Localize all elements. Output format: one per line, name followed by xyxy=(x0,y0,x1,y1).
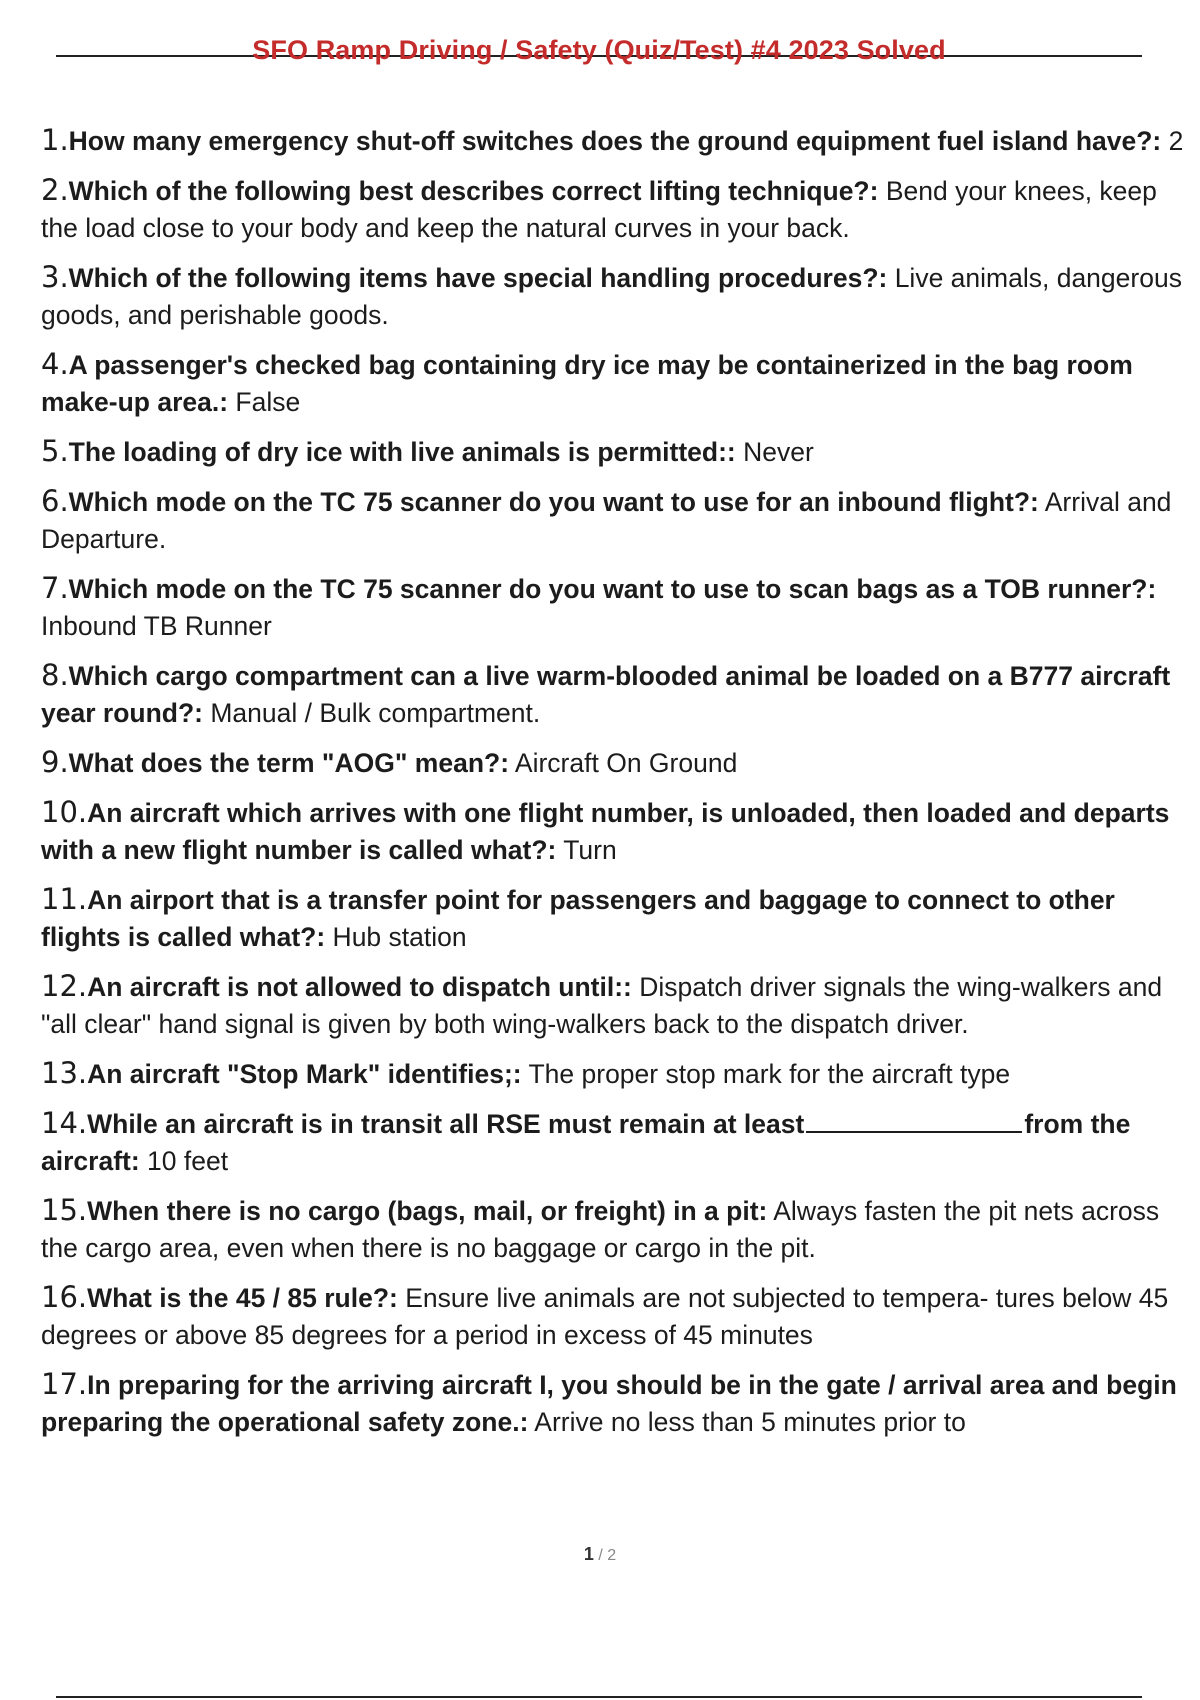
answer-text: Hub station xyxy=(325,922,467,952)
question-text-after-blank: from the aircraft: xyxy=(41,1109,1131,1176)
answer-text: Arrive no less than 5 minutes prior to xyxy=(528,1407,966,1437)
answer-text: Manual / Bulk compartment. xyxy=(202,698,541,728)
current-page-number: 1 xyxy=(583,1544,594,1564)
question-number: 3. xyxy=(41,260,69,294)
question-text: Which mode on the TC 75 scanner do you want to use to scan bags as a TOB runner?: xyxy=(68,574,1157,604)
question-text: The loading of dry ice with live animals is permitted:: xyxy=(68,437,736,467)
question-item xyxy=(41,744,1191,782)
question-item xyxy=(41,1055,1191,1093)
question-text: Which cargo compartment can a live warm-blooded animal be loaded on a B777 aircraft year round?: xyxy=(41,661,1171,728)
question-number: 16. xyxy=(41,1280,88,1314)
question-number: 9. xyxy=(41,745,69,779)
question-number: 2. xyxy=(41,173,69,207)
question-item xyxy=(41,433,1191,471)
answer-text: Turn xyxy=(556,835,617,865)
question-text: What is the 45 / 85 rule?: xyxy=(87,1283,398,1313)
question-item xyxy=(41,259,1191,334)
document-title-text: SFO Ramp Driving / Safety (Quiz/Test) #4 2023 Solved xyxy=(252,35,946,65)
question-number: 10. xyxy=(41,795,88,829)
question-item xyxy=(41,1105,1191,1180)
question-item xyxy=(41,1192,1191,1267)
question-number: 1. xyxy=(41,123,69,157)
question-text: Which mode on the TC 75 scanner do you want to use for an inbound flight?: xyxy=(68,487,1039,517)
page-indicator xyxy=(0,1544,1200,1565)
question-text: In preparing for the arriving aircraft I, you should be in the gate / arrival area and begin preparing the operational safety zone.: xyxy=(41,1370,1177,1437)
question-item xyxy=(41,172,1191,247)
question-number: 4. xyxy=(41,347,69,381)
document-title xyxy=(56,30,1142,70)
question-text: How many emergency shut-off switches does the ground equipment fuel island have?: xyxy=(68,126,1162,156)
answer-text: Inbound TB Runner xyxy=(41,611,272,641)
answer-text: False xyxy=(228,387,301,417)
question-text: Which of the following best describes correct lifting technique?: xyxy=(68,176,879,206)
question-text: An aircraft is not allowed to dispatch until:: xyxy=(87,972,632,1002)
question-number: 7. xyxy=(41,571,69,605)
question-text: An aircraft which arrives with one flight number, is unloaded, then loaded and departs with a new flight number is called what?: xyxy=(41,798,1170,865)
question-number: 17. xyxy=(41,1367,88,1401)
page-separator: / xyxy=(593,1547,608,1564)
question-number: 5. xyxy=(41,434,69,468)
question-text: A passenger's checked bag containing dry ice may be containerized in the bag room make-up area.: xyxy=(41,350,1133,417)
question-number: 11. xyxy=(41,882,88,916)
question-item xyxy=(41,968,1191,1043)
question-item xyxy=(41,794,1191,869)
question-number: 12. xyxy=(41,969,88,1003)
question-item xyxy=(41,1279,1191,1354)
answer-text: Bend your knees, keep the load close to your body and keep the natural curves in your back. xyxy=(41,176,1157,243)
fill-in-blank-line xyxy=(806,1105,1022,1133)
question-item xyxy=(41,483,1191,558)
question-item xyxy=(41,122,1191,160)
question-text: Which of the following items have special handling procedures?: xyxy=(68,263,888,293)
question-text: An airport that is a transfer point for passengers and baggage to connect to other flights is called what?: xyxy=(41,885,1115,952)
question-item xyxy=(41,1366,1191,1441)
answer-text: 10 feet xyxy=(139,1146,229,1176)
answer-text: Arrival and Departure. xyxy=(41,487,1172,554)
question-text: What does the term "AOG" mean?: xyxy=(68,748,510,778)
question-item xyxy=(41,657,1191,732)
question-number: 6. xyxy=(41,484,69,518)
answer-text: Ensure live animals are not subjected to tempera- tures below 45 degrees or above 85 degrees for a period in excess of 45 minutes xyxy=(41,1283,1169,1350)
question-number: 8. xyxy=(41,658,69,692)
answer-text: 2 xyxy=(1161,126,1184,156)
question-item xyxy=(41,881,1191,956)
question-text-before-blank: While an aircraft is in transit all RSE must remain at least xyxy=(87,1109,805,1139)
question-number: 14. xyxy=(41,1106,88,1140)
answer-text: Aircraft On Ground xyxy=(509,748,738,778)
question-number: 15. xyxy=(41,1193,88,1227)
question-item xyxy=(41,346,1191,421)
question-text: When there is no cargo (bags, mail, or freight) in a pit: xyxy=(87,1196,768,1226)
answer-text: Never xyxy=(735,437,814,467)
question-item xyxy=(41,570,1191,645)
question-number: 13. xyxy=(41,1056,88,1090)
answer-text: Live animals, dangerous goods, and perishable goods. xyxy=(41,263,1182,330)
total-page-count: 2 xyxy=(607,1547,617,1564)
answer-text: Always fasten the pit nets across the cargo area, even when there is no baggage or cargo in the pit. xyxy=(41,1196,1160,1263)
answer-text: The proper stop mark for the aircraft type xyxy=(521,1059,1011,1089)
question-list xyxy=(41,122,1191,1453)
bottom-rule xyxy=(56,1696,1142,1698)
answer-text: Dispatch driver signals the wing-walkers and "all clear" hand signal is given by both wing-walkers back to the dispatch driver. xyxy=(41,972,1163,1039)
question-text: An aircraft "Stop Mark" identifies;: xyxy=(87,1059,522,1089)
